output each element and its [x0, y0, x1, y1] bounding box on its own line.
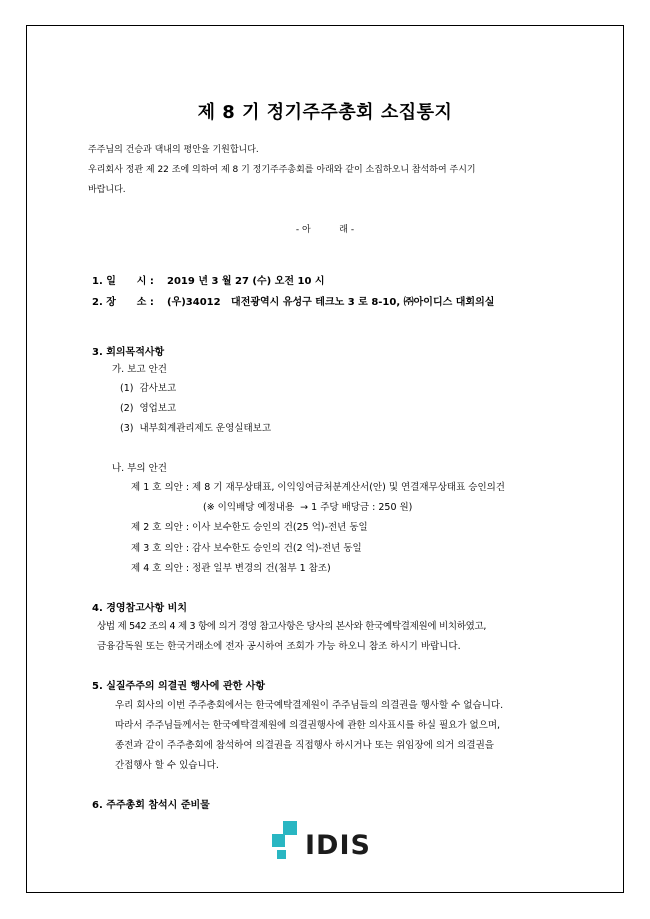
- resolution-4: 제 4 호 의안 : 정관 일부 변경의 건(첨부 1 참조): [131, 563, 331, 574]
- resolution-3: 제 3 호 의안 : 감사 보수한도 승인의 건(2 억)-전년 동일: [131, 543, 362, 554]
- resolution-1-note: (※ 이익배당 예정내용 → 1 주당 배당금 : 250 원): [203, 502, 413, 513]
- section5-line-4: 간접행사 할 수 있습니다.: [115, 760, 219, 771]
- resolution-heading: 나. 부의 안건: [112, 463, 167, 474]
- section1-label: 1. 일 시 :: [92, 276, 154, 287]
- idis-logo-mark-icon: [271, 820, 303, 864]
- section5-heading: 5. 실질주주의 의결권 행사에 관한 사항: [92, 681, 266, 692]
- section4-heading: 4. 경영참고사항 비치: [92, 603, 187, 614]
- idis-logo: [271, 820, 371, 866]
- report-item-1: (1) 감사보고: [120, 383, 177, 394]
- section1-value: 2019 년 3 월 27 (수) 오전 10 시: [167, 276, 325, 287]
- idis-logo-text: IDIS: [305, 830, 371, 861]
- section5-line-2: 따라서 주주님들께서는 한국예탁결제원에 의결권행사에 관한 의사표시를 하실 필요가 없으며,: [115, 720, 501, 731]
- report-item-2: (2) 영업보고: [120, 403, 177, 414]
- intro-line-1: 주주님의 건승과 댁내의 평안을 기원합니다.: [88, 145, 259, 155]
- section4-line-1: 상법 제 542 조의 4 제 3 항에 의거 경영 참고사항은 당사의 본사와 한국예탁결제원에 비치하였고,: [97, 621, 487, 632]
- intro-line-2: 우리회사 정관 제 22 조에 의하여 제 8 기 정기주주총회를 아래와 같이 소집하오니 참석하여 주시기: [88, 165, 476, 175]
- report-item-3: (3) 내부회계관리제도 운영실태보고: [120, 423, 271, 434]
- report-heading: 가. 보고 안건: [112, 364, 167, 375]
- section2-label: 2. 장 소 :: [92, 297, 154, 308]
- intro-line-3: 바랍니다.: [88, 185, 126, 195]
- resolution-1: 제 1 호 의안 : 제 8 기 재무상태표, 이익잉여금처분계산서(안) 및 연결재무상태표 승인의건: [131, 482, 505, 493]
- below-marker: - 아 래 -: [295, 225, 355, 235]
- section5-line-3: 종전과 같이 주주총회에 참석하여 의결권을 직접행사 하시거나 또는 위임장에 의거 의결권을: [115, 740, 494, 751]
- section6-heading: 6. 주주총회 참석시 준비물: [92, 800, 210, 811]
- page-title: 제 8 기 정기주주총회 소집통지: [197, 102, 453, 123]
- section4-line-2: 금융감독원 또는 한국거래소에 전자 공시하여 조회가 가능 하오니 참조 하시기 바랍니다.: [97, 641, 461, 652]
- section3-heading: 3. 회의목적사항: [92, 347, 165, 358]
- resolution-2: 제 2 호 의안 : 이사 보수한도 승인의 건(25 억)-전년 동일: [131, 522, 368, 533]
- section2-value: (우)34012 대전광역시 유성구 테크노 3 로 8-10, ㈜아이디스 대회의실: [167, 297, 495, 308]
- section5-line-1: 우리 회사의 이번 주주총회에서는 한국예탁결제원이 주주님들의 의결권을 행사할 수 없습니다.: [115, 700, 504, 711]
